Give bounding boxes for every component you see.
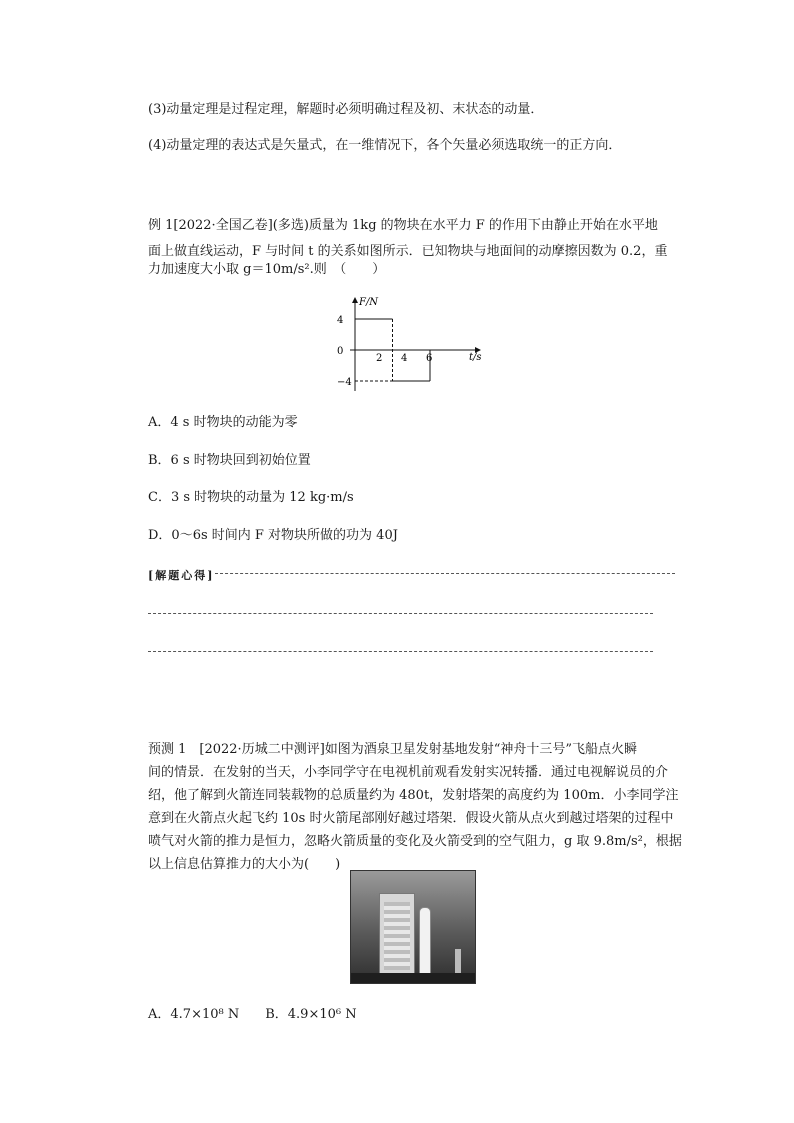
y-tick-label-2: −4 [337,377,352,388]
answer-line-1 [215,573,675,574]
x-axis-label: t/s [469,352,482,363]
forecast1-line4: 意到在火箭点火起飞约 10s 时火箭尾部刚好越过塔架．假设火箭从点火到越过塔架的过程中 [148,811,674,826]
ground [351,973,475,983]
example1-line3: 力加速度大小取 g＝10m/s².则 （ ） [148,262,386,277]
launch-tower [379,893,415,977]
option-b: B．6 s 时物块回到初始位置 [148,453,311,468]
y-axis-label: F/N [359,297,379,308]
forecast1-line1: 预测 1 [2022·历城二中测评]如图为酒泉卫星发射基地发射“神舟十三号”飞船点火瞬 [148,742,638,757]
rocket [419,907,431,975]
example1-line2: 面上做直线运动，F 与时间 t 的关系如图所示．已知物块与地面间的动摩擦因数为 0.2，重 [148,244,668,259]
x-tick-label-2: 2 [376,353,383,364]
option-d: D．0～6s 时间内 F 对物块所做的功为 40J [148,528,398,543]
forecast1-line6: 以上信息估算推力的大小为( ) [148,857,341,872]
answer-notes-label: [解题心得] [148,569,215,582]
forecast1-line3: 绍，他了解到火箭连同装载物的总质量约为 480t，发射塔架的高度约为 100m．小李同学注 [148,788,679,803]
force-time-chart [330,293,490,393]
side-tower [455,949,461,973]
y-tick-label-0: 4 [337,315,344,326]
example1-line1: 例 1[2022·全国乙卷](多选)质量为 1kg 的物块在水平力 F 的作用下由静止开始在水平地 [148,218,658,233]
y-tick-label-1: 0 [337,346,344,357]
x-tick-label-4: 4 [401,353,408,364]
answer-line-3 [148,651,653,652]
note-item-4: (4)动量定理的表达式是矢量式，在一维情况下，各个矢量必须选取统一的正方向． [148,138,622,153]
option-a: A．4 s 时物块的动能为零 [148,415,298,430]
forecast1-options: A．4.7×10⁸ N B．4.9×10⁶ N [148,1007,357,1022]
forecast1-line2: 间的情景．在发射的当天，小李同学守在电视机前观看发射实况转播．通过电视解说员的介 [148,765,669,780]
option-c: C．3 s 时物块的动量为 12 kg·m/s [148,490,354,505]
forecast1-line5: 喷气对火箭的推力是恒力，忽略火箭质量的变化及火箭受到的空气阻力，g 取 9.8m/s²，根据 [148,834,682,849]
x-tick-label-6: 6 [426,353,433,364]
rocket-launch-photo [350,870,476,984]
note-item-3: (3)动量定理是过程定理，解题时必须明确过程及初、末状态的动量． [148,102,544,117]
answer-line-2 [148,613,653,614]
